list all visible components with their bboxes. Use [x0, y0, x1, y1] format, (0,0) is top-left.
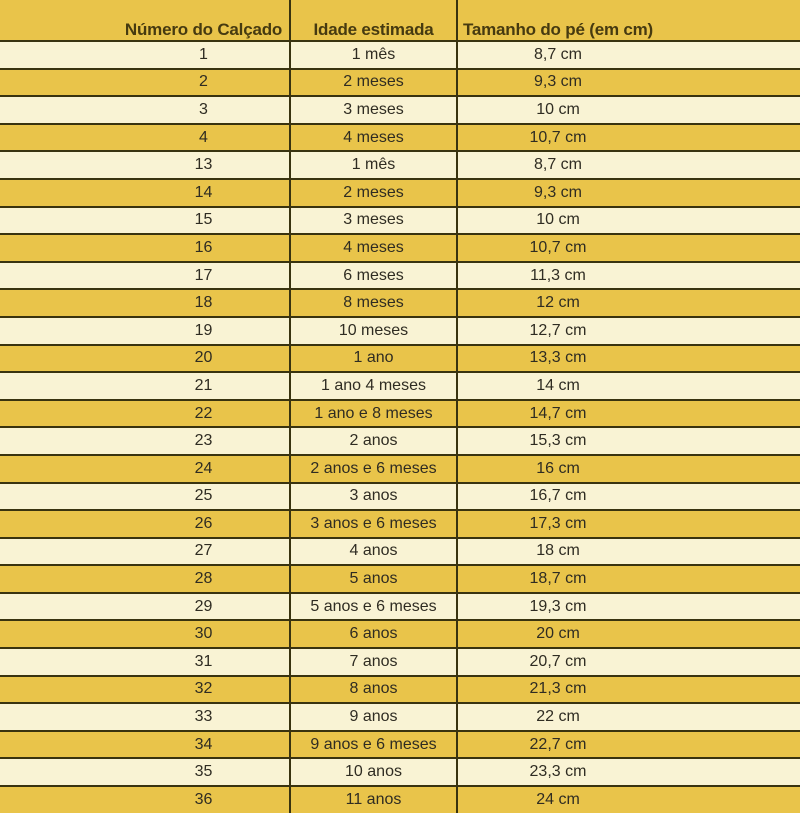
- cell-shoe-number: 35: [194, 763, 213, 781]
- cell-estimated-age: 8 anos: [289, 677, 458, 703]
- table-row: [0, 68, 800, 96]
- cell-shoe-number: 13: [194, 156, 213, 174]
- table-row: [0, 426, 800, 454]
- cell-foot-size: 14,7 cm: [529, 404, 587, 422]
- cell-foot-size: 19,3 cm: [529, 597, 587, 615]
- table-row: [0, 288, 800, 316]
- table-row: [0, 757, 800, 785]
- table-row: [0, 344, 800, 372]
- cell-estimated-age: 4 anos: [289, 539, 458, 565]
- table-row: [0, 785, 800, 813]
- cell-shoe-number: 34: [194, 735, 213, 753]
- table-row: [0, 316, 800, 344]
- cell-shoe-number: 3: [199, 100, 208, 118]
- cell-estimated-age: 11 anos: [289, 787, 458, 813]
- cell-foot-size: 22 cm: [536, 708, 580, 726]
- table-row: [0, 123, 800, 151]
- cell-shoe-number: 36: [194, 790, 213, 808]
- cell-estimated-age: 7 anos: [289, 649, 458, 675]
- cell-foot-size: 17,3 cm: [529, 514, 587, 532]
- table-row: [0, 564, 800, 592]
- cell-estimated-age: 1 ano e 8 meses: [289, 401, 458, 427]
- cell-foot-size: 9,3 cm: [533, 183, 582, 201]
- cell-shoe-number: 30: [194, 625, 213, 643]
- cell-foot-size: 16 cm: [536, 459, 580, 477]
- cell-shoe-number: 24: [194, 459, 213, 477]
- cell-estimated-age: 2 anos e 6 meses: [289, 456, 458, 482]
- cell-foot-size: 10,7 cm: [529, 238, 587, 256]
- cell-estimated-age: 10 anos: [289, 759, 458, 785]
- cell-shoe-number: 23: [194, 432, 213, 450]
- cell-foot-size: 10,7 cm: [529, 128, 587, 146]
- cell-shoe-number: 2: [199, 73, 208, 91]
- table-row: [0, 509, 800, 537]
- cell-shoe-number: 1: [199, 45, 208, 63]
- cell-estimated-age: 4 meses: [289, 125, 458, 151]
- cell-estimated-age: 10 meses: [289, 318, 458, 344]
- cell-foot-size: 15,3 cm: [529, 432, 587, 450]
- table-row: [0, 261, 800, 289]
- cell-shoe-number: 21: [194, 376, 213, 394]
- cell-shoe-number: 4: [199, 128, 208, 146]
- cell-foot-size: 22,7 cm: [529, 735, 587, 753]
- column-header-shoe-number: Número do Calçado: [124, 20, 283, 39]
- cell-estimated-age: 5 anos e 6 meses: [289, 594, 458, 620]
- cell-foot-size: 18,7 cm: [529, 570, 587, 588]
- table-row: [0, 40, 800, 68]
- cell-foot-size: 18 cm: [536, 542, 580, 560]
- cell-foot-size: 14 cm: [536, 376, 580, 394]
- column-header-foot-size: Tamanho do pé (em cm): [462, 20, 654, 39]
- cell-foot-size: 23,3 cm: [529, 763, 587, 781]
- cell-estimated-age: 2 meses: [289, 70, 458, 96]
- cell-estimated-age: 1 ano: [289, 346, 458, 372]
- cell-shoe-number: 29: [194, 597, 213, 615]
- table-row: [0, 702, 800, 730]
- cell-estimated-age: 9 anos e 6 meses: [289, 732, 458, 758]
- cell-shoe-number: 28: [194, 570, 213, 588]
- cell-foot-size: 12,7 cm: [529, 321, 587, 339]
- table-row: [0, 206, 800, 234]
- cell-estimated-age: 3 meses: [289, 97, 458, 123]
- table-row: [0, 619, 800, 647]
- table-row: [0, 454, 800, 482]
- column-header-estimated-age: Idade estimada: [289, 0, 458, 40]
- cell-shoe-number: 33: [194, 708, 213, 726]
- cell-estimated-age: 1 mês: [289, 42, 458, 68]
- table-row: [0, 233, 800, 261]
- cell-estimated-age: 6 meses: [289, 263, 458, 289]
- cell-foot-size: 8,7 cm: [533, 156, 582, 174]
- cell-estimated-age: 6 anos: [289, 621, 458, 647]
- cell-estimated-age: 1 mês: [289, 152, 458, 178]
- cell-foot-size: 12 cm: [536, 294, 580, 312]
- cell-foot-size: 24 cm: [536, 790, 580, 808]
- cell-foot-size: 20 cm: [536, 625, 580, 643]
- cell-shoe-number: 31: [194, 652, 213, 670]
- cell-estimated-age: 2 anos: [289, 428, 458, 454]
- cell-shoe-number: 32: [194, 680, 213, 698]
- cell-foot-size: 10 cm: [536, 211, 580, 229]
- table-row: [0, 371, 800, 399]
- table-header-row: [0, 0, 800, 40]
- cell-shoe-number: 15: [194, 211, 213, 229]
- cell-foot-size: 20,7 cm: [529, 652, 587, 670]
- table-row: [0, 399, 800, 427]
- table-row: [0, 150, 800, 178]
- cell-foot-size: 9,3 cm: [533, 73, 582, 91]
- table-row: [0, 592, 800, 620]
- cell-shoe-number: 17: [194, 266, 213, 284]
- table-row: [0, 482, 800, 510]
- table-row: [0, 178, 800, 206]
- cell-shoe-number: 27: [194, 542, 213, 560]
- cell-shoe-number: 14: [194, 183, 213, 201]
- cell-estimated-age: 3 meses: [289, 208, 458, 234]
- cell-estimated-age: 3 anos: [289, 484, 458, 510]
- cell-estimated-age: 2 meses: [289, 180, 458, 206]
- cell-foot-size: 13,3 cm: [529, 349, 587, 367]
- cell-shoe-number: 18: [194, 294, 213, 312]
- cell-estimated-age: 1 ano 4 meses: [289, 373, 458, 399]
- table-row: [0, 95, 800, 123]
- cell-estimated-age: 8 meses: [289, 290, 458, 316]
- cell-foot-size: 21,3 cm: [529, 680, 587, 698]
- table-row: [0, 675, 800, 703]
- size-table-body: [0, 40, 800, 813]
- cell-shoe-number: 22: [194, 404, 213, 422]
- table-row: [0, 730, 800, 758]
- cell-shoe-number: 25: [194, 487, 213, 505]
- cell-shoe-number: 20: [194, 349, 213, 367]
- cell-estimated-age: 3 anos e 6 meses: [289, 511, 458, 537]
- cell-shoe-number: 16: [194, 238, 213, 256]
- cell-foot-size: 16,7 cm: [529, 487, 587, 505]
- cell-shoe-number: 26: [194, 514, 213, 532]
- table-row: [0, 537, 800, 565]
- cell-foot-size: 8,7 cm: [533, 45, 582, 63]
- cell-shoe-number: 19: [194, 321, 213, 339]
- cell-estimated-age: 5 anos: [289, 566, 458, 592]
- cell-foot-size: 11,3 cm: [530, 266, 586, 284]
- table-row: [0, 647, 800, 675]
- cell-estimated-age: 4 meses: [289, 235, 458, 261]
- cell-estimated-age: 9 anos: [289, 704, 458, 730]
- cell-foot-size: 10 cm: [536, 100, 580, 118]
